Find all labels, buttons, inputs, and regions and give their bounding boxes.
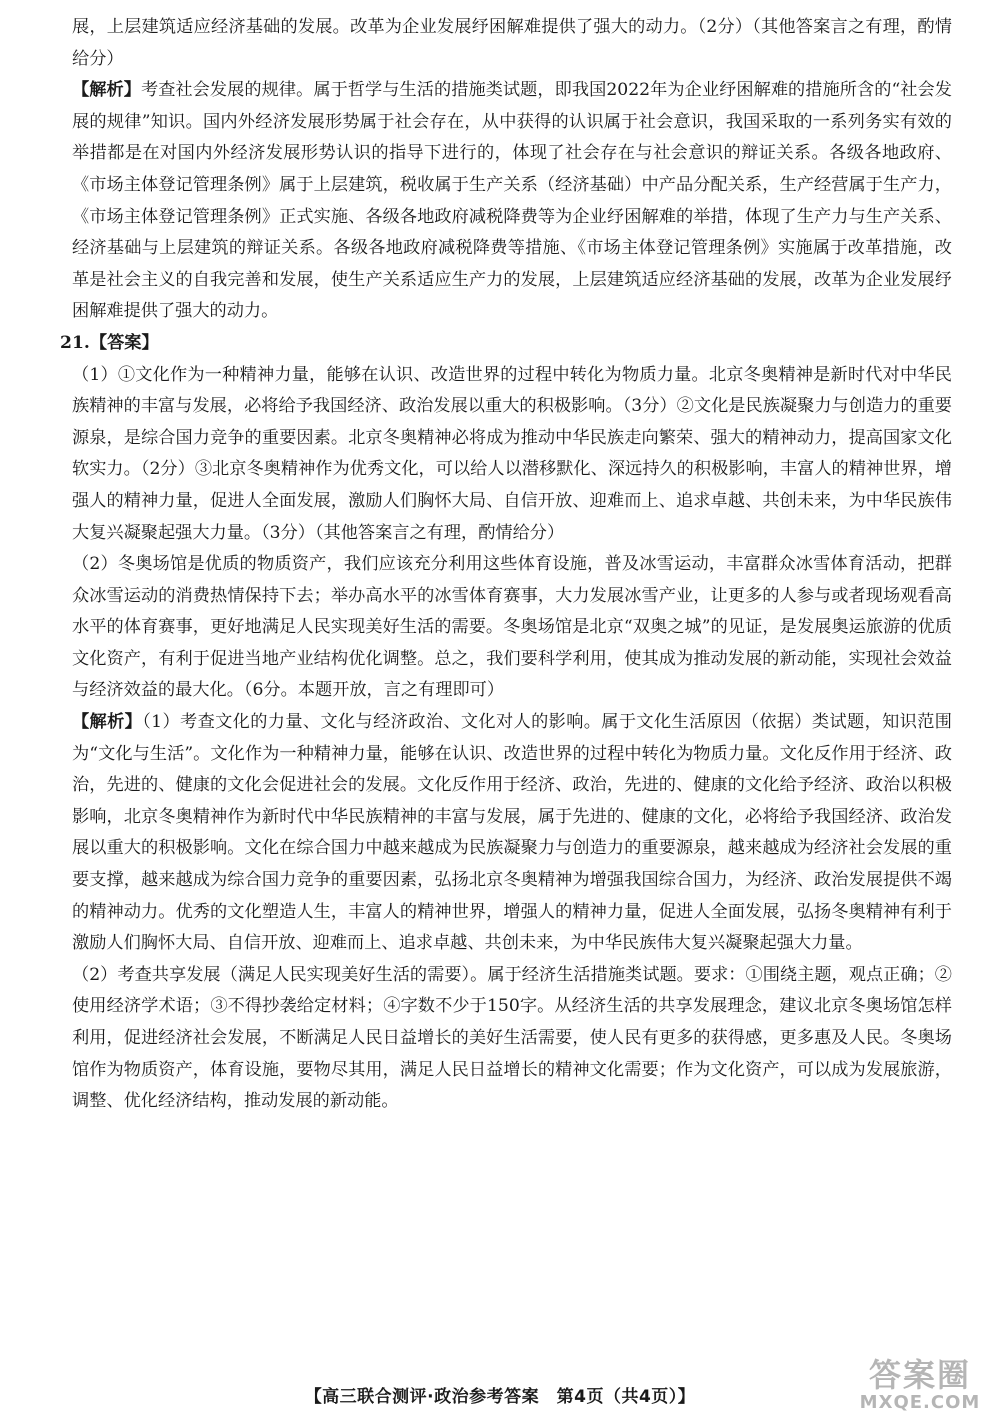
- answer-text: （2）冬奥场馆是优质的物质资产，我们应该充分利用这些体育设施，普及冰雪运动，丰富群众冰雪体育活动，把群众冰雪运动的消费热情保持下去；举办高水平的冰雪体育赛事，大力发展冰雪产业，让更多的人参与或者现场观看高水平的体育赛事，更好地满足人民实现美好生活的需要。冬奥场馆是北京“双奥之城”的见证，是发展奥运旅游的优质文化资产，有利于促进当地产业结构优化调整。总之，我们要科学利用，使其成为推动发展的新动能，实现社会效益与经济效益的最大化。（6分。本题开放，言之有理即可）: [72, 554, 952, 701]
- page-footer: 【高三联合测评·政治参考答案 第4页（共4页）】: [304, 1387, 696, 1407]
- answer-part-2: [72, 549, 952, 707]
- analysis-label: 【解析】: [72, 712, 143, 733]
- analysis-paragraph-20: [72, 75, 952, 328]
- answer-text: （1）①文化作为一种精神力量，能够在认识、改造世界的过程中转化为物质力量。北京冬奥精神是新时代对中华民族精神的丰富与发展，必将给予我国经济、政治发展以重大的积极影响。（3分）②文化是民族凝聚力与创造力的重要源泉，是综合国力竞争的重要因素。北京冬奥精神必将成为推动中华民族走向繁荣、强大的精神动力，提高国家文化软实力。（2分）③北京冬奥精神作为优秀文化，可以给人以潜移默化、深远持久的积极影响，丰富人的精神世界，增强人的精神力量，促进人全面发展，激励人们胸怀大局、自信开放、迎难而上、追求卓越、共创未来，为中华民族伟大复兴凝聚起强大力量。（3分）（其他答案言之有理，酌情给分）: [72, 364, 952, 543]
- analysis-text: 考查社会发展的规律。属于哲学与生活的措施类试题，即我国2022年为企业纾困解难的措施所含的“社会发展的规律”知识。国内外经济发展形势属于社会存在，从中获得的认识属于社会意识，我国采取的一系列务实有效的举措都是在对国内外经济发展形势认识的指导下进行的，体现了社会存在与社会意识的辩证关系。各级各地政府、《市场主体登记管理条例》属于上层建筑，税收属于生产关系（经济基础）中产品分配关系，生产经营属于生产力，《市场主体登记管理条例》正式实施、各级各地政府减税降费等为企业纾困解难的举措，体现了生产力与生产关系、经济基础与上层建筑的辩证关系。各级各地政府减税降费等措施、《市场主体登记管理条例》实施属于改革措施，改革是社会主义的自我完善和发展，使生产关系适应生产力的发展，上层建筑适应经济基础的发展，改革为企业发展纾困解难提供了强大的动力。: [72, 80, 952, 322]
- question-21-header: [60, 328, 952, 360]
- answer-label: 【答案】: [89, 332, 159, 353]
- watermark-logo-text: 答案圈: [868, 1356, 971, 1394]
- analysis-paragraph-21-part-2: [72, 960, 952, 1118]
- paragraph-text: 展，上层建筑适应经济基础的发展。改革为企业发展纾困解难提供了强大的动力。（2分）（其他答案言之有理，酌情给分）: [72, 17, 952, 69]
- answer-part-1: [72, 360, 952, 550]
- question-number: 21.: [60, 332, 90, 353]
- watermark-logo: [850, 1357, 990, 1417]
- paragraph-continuation: [72, 12, 952, 75]
- analysis-text: （2）考查共享发展（满足人民实现美好生活的需要）。属于经济生活措施类试题。要求：①围绕主题，观点正确；②使用经济学术语；③不得抄袭给定材料；④字数不少于150字。从经济生活的共享发展理念，建议北京冬奥场馆怎样利用，促进经济社会发展，不断满足人民日益增长的美好生活需要，使人民有更多的获得感，更多惠及人民。冬奥场馆作为物质资产，体育设施，要物尽其用，满足人民日益增长的精神文化需要；作为文化资产，可以成为发展旅游，调整、优化经济结构，推动发展的新动能。: [72, 964, 952, 1112]
- answer-content: [60, 12, 952, 1118]
- analysis-label: 【解析】: [72, 80, 141, 101]
- watermark-site-text: MXQE.COM: [859, 1392, 981, 1413]
- analysis-text: （1）考查文化的力量、文化与经济政治、文化对人的影响。属于文化生活原因（依据）类试题，知识范围为“文化与生活”。文化作为一种精神力量，能够在认识、改造世界的过程中转化为物质力量。文化反作用于经济、政治，先进的、健康的文化会促进社会的发展。文化反作用于经济、政治，先进的、健康的文化给予经济、政治以积极影响，北京冬奥精神作为新时代中华民族精神的丰富与发展，属于先进的、健康的文化，必将给予我国经济、政治发展以重大的积极影响。文化在综合国力中越来越成为民族凝聚力与创造力的重要源泉，越来越成为经济社会发展的重要支撑，越来越成为综合国力竞争的重要因素，弘扬北京冬奥精神为增强我国综合国力，为经济、政治发展提供不竭的精神动力。优秀的文化塑造人生，丰富人的精神世界，增强人的精神力量，促进人全面发展，弘扬冬奥精神有利于激励人们胸怀大局、自信开放、迎难而上、追求卓越、共创未来，为中华民族伟大复兴凝聚起强大力量。: [72, 712, 952, 954]
- analysis-paragraph-21-part-1: [72, 707, 952, 960]
